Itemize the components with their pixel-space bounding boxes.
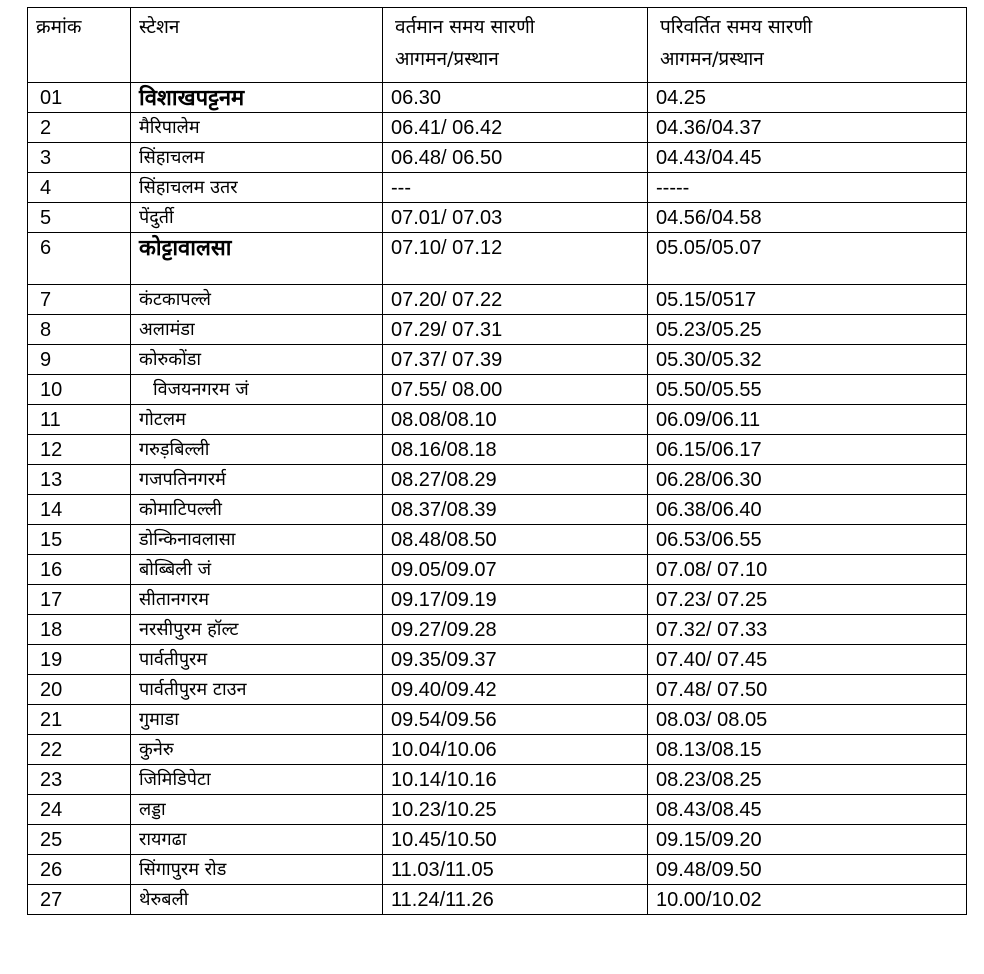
current-time-cell: 09.54/09.56 bbox=[383, 705, 648, 735]
serial-cell: 24 bbox=[28, 795, 131, 825]
header-station: स्टेशन bbox=[131, 8, 383, 83]
revised-time-cell: ----- bbox=[648, 173, 967, 203]
station-cell: सिंगापुरम रोड bbox=[131, 855, 383, 885]
table-row bbox=[28, 645, 967, 675]
header-revised-subtitle: आगमन/प्रस्थान bbox=[660, 48, 764, 70]
current-time-cell: 08.27/08.29 bbox=[383, 465, 648, 495]
serial-cell: 22 bbox=[28, 735, 131, 765]
station-cell: बोब्बिली जं bbox=[131, 555, 383, 585]
station-cell: थेरुबली bbox=[131, 885, 383, 915]
header-row bbox=[28, 8, 967, 83]
station-cell: डोन्किनावलासा bbox=[131, 525, 383, 555]
serial-cell: 17 bbox=[28, 585, 131, 615]
revised-time-cell: 10.00/10.02 bbox=[648, 885, 967, 915]
current-time-cell: 10.04/10.06 bbox=[383, 735, 648, 765]
revised-time-cell: 06.15/06.17 bbox=[648, 435, 967, 465]
revised-time-cell: 06.09/06.11 bbox=[648, 405, 967, 435]
station-cell: सिंहाचलम bbox=[131, 143, 383, 173]
station-cell: सीतानगरम bbox=[131, 585, 383, 615]
revised-time-cell: 04.43/04.45 bbox=[648, 143, 967, 173]
current-time-cell: 09.05/09.07 bbox=[383, 555, 648, 585]
station-cell: पेंदुर्ती bbox=[131, 203, 383, 233]
table-row bbox=[28, 525, 967, 555]
current-time-cell: 08.08/08.10 bbox=[383, 405, 648, 435]
station-cell: गरुड़बिल्ली bbox=[131, 435, 383, 465]
revised-time-cell: 07.32/ 07.33 bbox=[648, 615, 967, 645]
current-time-cell: 08.16/08.18 bbox=[383, 435, 648, 465]
serial-cell: 9 bbox=[28, 345, 131, 375]
table-row bbox=[28, 173, 967, 203]
serial-cell: 3 bbox=[28, 143, 131, 173]
revised-time-cell: 07.23/ 07.25 bbox=[648, 585, 967, 615]
serial-cell: 7 bbox=[28, 285, 131, 315]
table-row bbox=[28, 285, 967, 315]
revised-time-cell: 05.30/05.32 bbox=[648, 345, 967, 375]
serial-cell: 11 bbox=[28, 405, 131, 435]
revised-time-cell: 06.38/06.40 bbox=[648, 495, 967, 525]
current-time-cell: --- bbox=[383, 173, 648, 203]
revised-time-cell: 09.15/09.20 bbox=[648, 825, 967, 855]
current-time-cell: 09.35/09.37 bbox=[383, 645, 648, 675]
current-time-cell: 06.48/ 06.50 bbox=[383, 143, 648, 173]
serial-cell: 25 bbox=[28, 825, 131, 855]
serial-cell: 5 bbox=[28, 203, 131, 233]
header-current-title: वर्तमान समय सारणी bbox=[395, 16, 535, 38]
table-row bbox=[28, 615, 967, 645]
table-row bbox=[28, 83, 967, 113]
serial-cell: 4 bbox=[28, 173, 131, 203]
table-row bbox=[28, 705, 967, 735]
revised-time-cell: 05.50/05.55 bbox=[648, 375, 967, 405]
revised-time-cell: 08.13/08.15 bbox=[648, 735, 967, 765]
station-cell: कुनेरु bbox=[131, 735, 383, 765]
revised-time-cell: 09.48/09.50 bbox=[648, 855, 967, 885]
revised-time-cell: 04.36/04.37 bbox=[648, 113, 967, 143]
station-cell: अलामंडा bbox=[131, 315, 383, 345]
serial-cell: 20 bbox=[28, 675, 131, 705]
timetable bbox=[27, 7, 967, 915]
revised-time-cell: 05.15/0517 bbox=[648, 285, 967, 315]
current-time-cell: 07.29/ 07.31 bbox=[383, 315, 648, 345]
revised-time-cell: 05.05/05.07 bbox=[648, 233, 967, 285]
revised-time-cell: 08.23/08.25 bbox=[648, 765, 967, 795]
station-cell: गोटलम bbox=[131, 405, 383, 435]
station-cell: रायगढा bbox=[131, 825, 383, 855]
current-time-cell: 07.10/ 07.12 bbox=[383, 233, 648, 285]
current-time-cell: 07.20/ 07.22 bbox=[383, 285, 648, 315]
header-revised-schedule bbox=[648, 8, 967, 83]
serial-cell: 01 bbox=[28, 83, 131, 113]
current-time-cell: 06.41/ 06.42 bbox=[383, 113, 648, 143]
table-row bbox=[28, 795, 967, 825]
current-time-cell: 10.45/10.50 bbox=[383, 825, 648, 855]
station-cell: कंटकापल्ले bbox=[131, 285, 383, 315]
table-row bbox=[28, 345, 967, 375]
current-time-cell: 11.24/11.26 bbox=[383, 885, 648, 915]
table-row bbox=[28, 555, 967, 585]
station-cell: विशाखपट्टनम bbox=[131, 83, 383, 113]
station-cell: गुमाडा bbox=[131, 705, 383, 735]
table-row bbox=[28, 143, 967, 173]
station-cell: कोमाटिपल्ली bbox=[131, 495, 383, 525]
revised-time-cell: 05.23/05.25 bbox=[648, 315, 967, 345]
serial-cell: 8 bbox=[28, 315, 131, 345]
serial-cell: 6 bbox=[28, 233, 131, 285]
table-row bbox=[28, 885, 967, 915]
current-time-cell: 09.27/09.28 bbox=[383, 615, 648, 645]
serial-cell: 13 bbox=[28, 465, 131, 495]
serial-cell: 15 bbox=[28, 525, 131, 555]
current-time-cell: 10.14/10.16 bbox=[383, 765, 648, 795]
header-current-schedule bbox=[383, 8, 648, 83]
serial-cell: 2 bbox=[28, 113, 131, 143]
table-row bbox=[28, 765, 967, 795]
header-serial: क्रमांक bbox=[28, 8, 131, 83]
revised-time-cell: 08.43/08.45 bbox=[648, 795, 967, 825]
table-row bbox=[28, 113, 967, 143]
table-row bbox=[28, 435, 967, 465]
station-cell: मैरिपालेम bbox=[131, 113, 383, 143]
serial-cell: 19 bbox=[28, 645, 131, 675]
table-row bbox=[28, 375, 967, 405]
serial-cell: 16 bbox=[28, 555, 131, 585]
station-cell: पार्वतीपुरम bbox=[131, 645, 383, 675]
revised-time-cell: 07.48/ 07.50 bbox=[648, 675, 967, 705]
current-time-cell: 09.17/09.19 bbox=[383, 585, 648, 615]
current-time-cell: 07.55/ 08.00 bbox=[383, 375, 648, 405]
serial-cell: 21 bbox=[28, 705, 131, 735]
table-row bbox=[28, 855, 967, 885]
current-time-cell: 08.48/08.50 bbox=[383, 525, 648, 555]
header-current-subtitle: आगमन/प्रस्थान bbox=[395, 48, 499, 70]
serial-cell: 23 bbox=[28, 765, 131, 795]
station-cell: सिंहाचलम उतर bbox=[131, 173, 383, 203]
serial-cell: 10 bbox=[28, 375, 131, 405]
serial-cell: 26 bbox=[28, 855, 131, 885]
current-time-cell: 07.37/ 07.39 bbox=[383, 345, 648, 375]
revised-time-cell: 07.40/ 07.45 bbox=[648, 645, 967, 675]
current-time-cell: 09.40/09.42 bbox=[383, 675, 648, 705]
revised-time-cell: 04.25 bbox=[648, 83, 967, 113]
serial-cell: 27 bbox=[28, 885, 131, 915]
header-revised-title: परिवर्तित समय सारणी bbox=[660, 16, 813, 38]
table-row bbox=[28, 233, 967, 285]
table-row bbox=[28, 495, 967, 525]
revised-time-cell: 08.03/ 08.05 bbox=[648, 705, 967, 735]
table-row bbox=[28, 203, 967, 233]
revised-time-cell: 06.53/06.55 bbox=[648, 525, 967, 555]
station-cell: जिमिडिपेटा bbox=[131, 765, 383, 795]
station-cell: कोरुकोंडा bbox=[131, 345, 383, 375]
station-cell: पार्वतीपुरम टाउन bbox=[131, 675, 383, 705]
table-row bbox=[28, 315, 967, 345]
current-time-cell: 07.01/ 07.03 bbox=[383, 203, 648, 233]
station-cell: कोट्टावालसा bbox=[131, 233, 383, 285]
serial-cell: 14 bbox=[28, 495, 131, 525]
table-row bbox=[28, 825, 967, 855]
station-cell: लड्डा bbox=[131, 795, 383, 825]
table-row bbox=[28, 465, 967, 495]
current-time-cell: 11.03/11.05 bbox=[383, 855, 648, 885]
station-cell: नरसीपुरम हॉल्ट bbox=[131, 615, 383, 645]
serial-cell: 18 bbox=[28, 615, 131, 645]
table-row bbox=[28, 405, 967, 435]
current-time-cell: 10.23/10.25 bbox=[383, 795, 648, 825]
revised-time-cell: 04.56/04.58 bbox=[648, 203, 967, 233]
station-cell: गजपतिनगरर्म bbox=[131, 465, 383, 495]
revised-time-cell: 07.08/ 07.10 bbox=[648, 555, 967, 585]
current-time-cell: 08.37/08.39 bbox=[383, 495, 648, 525]
table-row bbox=[28, 735, 967, 765]
current-time-cell: 06.30 bbox=[383, 83, 648, 113]
revised-time-cell: 06.28/06.30 bbox=[648, 465, 967, 495]
table-row bbox=[28, 675, 967, 705]
station-cell: विजयनगरम जं bbox=[131, 375, 383, 405]
table-row bbox=[28, 585, 967, 615]
serial-cell: 12 bbox=[28, 435, 131, 465]
